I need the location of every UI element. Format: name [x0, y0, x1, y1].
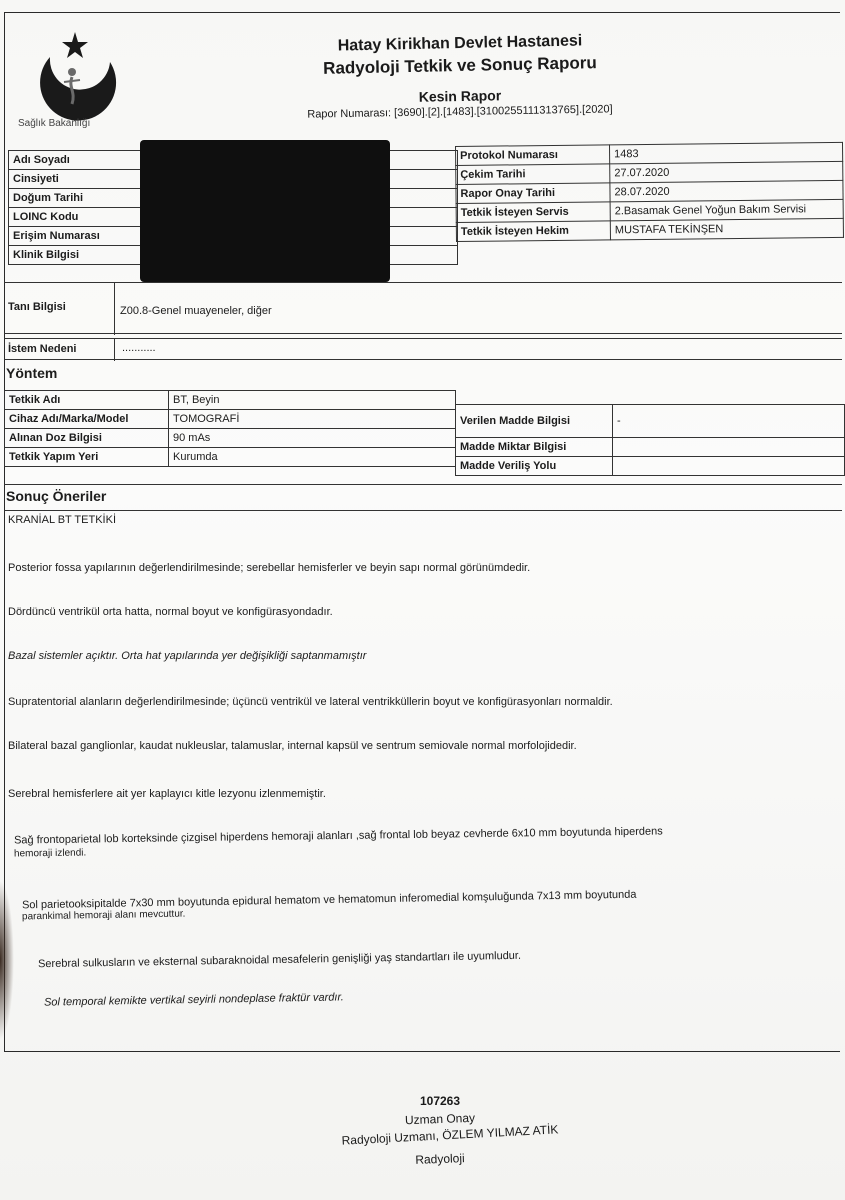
footer-code: 107263 [419, 1094, 461, 1108]
method-label: Cihaz Adı/Marka/Model [5, 410, 169, 429]
protocol-value: 2.Basamak Genel Yoğun Bakım Servisi [610, 199, 843, 220]
page-edge-shadow [0, 880, 14, 1040]
method-value: Kurumda [169, 448, 456, 467]
protocol-value: 28.07.2020 [610, 180, 843, 201]
protocol-value: 1483 [609, 142, 842, 163]
hospital-name: Hatay Kirikhan Devlet Hastanesi [337, 32, 583, 55]
footer-department: Radyoloji [415, 1151, 465, 1167]
diagnosis-row [4, 282, 842, 334]
result-paragraph: Dördüncü ventrikül orta hatta, normal boyut ve konfigürasyondadır. [8, 606, 333, 618]
redacted-patient-info [140, 140, 390, 282]
footer-specialist: Radyoloji Uzmanı, ÖZLEM YILMAZ ATİK [341, 1122, 559, 1148]
method-label: Tetkik Adı [5, 391, 169, 410]
protocol-label: Çekim Tarihi [456, 164, 610, 185]
logo-caption: Sağlık Bakanlığı [18, 118, 91, 129]
protocol-value: MUSTAFA TEKİNŞEN [610, 218, 843, 239]
result-paragraph: Bilateral bazal ganglionlar, kaudat nukleuslar, talamuslar, internal kapsül ve sentrum semiovale normal morfolojidedir. [8, 740, 577, 752]
method-value: 90 mAs [169, 429, 456, 448]
material-value [613, 457, 845, 476]
method-title: Yöntem [6, 365, 58, 381]
patient-label: Klinik Bilgisi [9, 246, 149, 265]
diagnosis-value: Z00.8-Genel muayeneler, diğer [120, 305, 272, 317]
results-heading: KRANİAL BT TETKİKİ [8, 514, 116, 526]
request-value: ........... [122, 342, 156, 354]
result-paragraph: Sol temporal kemikte vertikal seyirli nondeplase fraktür vardır. [43, 991, 344, 1009]
patient-label: LOINC Kodu [9, 208, 149, 227]
material-value: - [613, 405, 845, 438]
report-title: Radyoloji Tetkik ve Sonuç Raporu [322, 53, 597, 78]
method-value: BT, Beyin [169, 391, 456, 410]
report-number-value: [3690].[2].[1483].[3100255111313765].[2020] [394, 103, 613, 120]
method-label: Tetkik Yapım Yeri [5, 448, 169, 467]
protocol-label: Tetkik İsteyen Hekim [456, 221, 610, 242]
protocol-label: Protokol Numarası [456, 145, 610, 166]
request-label: İstem Nedeni [8, 343, 77, 355]
protocol-table [455, 142, 844, 242]
result-paragraph: hemoraji izlendi. [13, 847, 87, 860]
method-table [4, 390, 456, 467]
material-label: Madde Miktar Bilgisi [456, 438, 613, 457]
result-paragraph: Sağ frontoparietal lob korteksinde çizgisel hiperdens hemoraji alanları ,sağ frontal lob beyaz cevherde 6x10 mm boyutunda hiperdens [13, 825, 663, 847]
result-paragraph: Posterior fossa yapılarının değerlendirilmesinde; serebellar hemisferler ve beyin sapı normal görünümdedir. [8, 562, 531, 574]
request-row [4, 338, 842, 360]
patient-label: Adı Soyadı [9, 151, 149, 170]
method-label: Alınan Doz Bilgisi [5, 429, 169, 448]
result-paragraph: Supratentorial alanların değerlendirilmesinde; üçüncü ventrikül ve lateral ventrikküllerin boyut ve konfigürasyonları normaldir. [8, 696, 613, 708]
result-paragraph: Serebral hemisferlere ait yer kaplayıcı kitle lezyonu izlenmemiştir. [8, 788, 326, 800]
patient-label: Cinsiyeti [9, 170, 149, 189]
report-number-label: Rapor Numarası: [307, 107, 392, 121]
result-paragraph: Sol parietooksipitalde 7x30 mm boyutunda epidural hematom ve hematomun inferomedial komşuluğunda 7x13 mm boyutunda [21, 888, 637, 912]
material-value [613, 438, 845, 457]
patient-label: Doğum Tarihi [9, 189, 149, 208]
method-value: TOMOGRAFİ [169, 410, 456, 429]
diagnosis-label: Tanı Bilgisi [8, 301, 66, 313]
patient-label: Erişim Numarası [9, 227, 149, 246]
report-status: Kesin Rapor [418, 87, 502, 105]
material-table [455, 404, 845, 476]
protocol-label: Tetkik İsteyen Servis [456, 202, 610, 223]
protocol-value: 27.07.2020 [610, 161, 843, 182]
protocol-label: Rapor Onay Tarihi [456, 183, 610, 204]
ministry-logo-icon [20, 22, 130, 132]
result-paragraph: parankimal hemoraji alanı mevcuttur. [21, 908, 186, 923]
result-paragraph: Bazal sistemler açıktır. Orta hat yapılarında yer değişikliği saptanmamıştır [8, 650, 367, 662]
footer-approval: Uzman Onay [404, 1110, 476, 1128]
result-paragraph: Serebral sulkusların ve eksternal subaraknoidal mesafelerin genişliği yaş standartları ile uyumludur. [37, 949, 522, 971]
material-label: Verilen Madde Bilgisi [456, 405, 613, 438]
results-title: Sonuç Öneriler [6, 488, 107, 504]
material-label: Madde Veriliş Yolu [456, 457, 613, 476]
